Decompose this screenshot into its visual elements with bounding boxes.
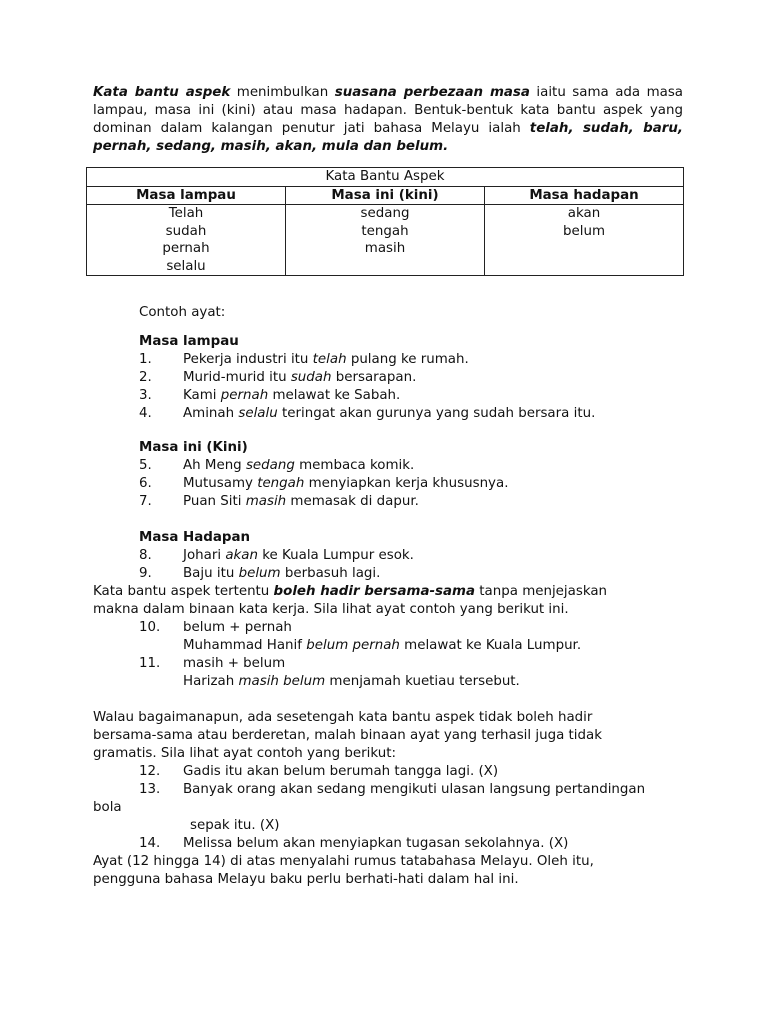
list-item: 9. Baju itu belum berbasuh lagi. xyxy=(139,566,381,581)
table-word: Telah xyxy=(168,206,204,221)
table-title: Kata Bantu Aspek xyxy=(87,168,684,187)
table-word: pernah xyxy=(162,241,210,256)
list-item: 7. Puan Siti masih memasak di dapur. xyxy=(139,494,419,509)
heading-masa-lampau: Masa lampau xyxy=(139,334,239,349)
table-word: sudah xyxy=(165,223,207,239)
section-masa-hadapan xyxy=(139,529,679,583)
list-item: 5. Ah Meng sedang membaca komik. xyxy=(139,458,415,473)
aspect-table xyxy=(86,167,684,276)
list-item: 12. Gadis itu akan belum berumah tangga lagi. (X) xyxy=(139,764,499,779)
header-masa-kini: Masa ini (kini) xyxy=(286,186,485,205)
header-masa-hadapan: Masa hadapan xyxy=(485,186,684,205)
combo-examples xyxy=(93,619,653,691)
table-word: selalu xyxy=(166,258,206,274)
header-masa-lampau: Masa lampau xyxy=(87,186,286,205)
list-item: 4. Aminah selalu teringat akan gurunya yang sudah bersara itu. xyxy=(139,406,596,421)
cell-kini xyxy=(286,205,485,276)
table-word: akan xyxy=(567,206,601,221)
intro-aspect-list: telah, sudah, baru, pernah, sedang, masih, akan, mula dan belum xyxy=(93,121,683,154)
list-item: 1. Pekerja industri itu telah pulang ke rumah. xyxy=(139,352,469,367)
table-word: belum xyxy=(563,223,605,239)
contoh-label: Contoh ayat: xyxy=(139,305,226,320)
list-item: 3. Kami pernah melawat ke Sabah. xyxy=(139,388,401,403)
list-item: 6. Mutusamy tengah menyiapkan kerja khususnya. xyxy=(139,476,509,491)
example-sentence: Muhammad Hanif belum pernah melawat ke Kuala Lumpur. xyxy=(183,638,582,653)
intro-paragraph xyxy=(93,84,683,156)
intro-emphasis: suasana perbezaan masa xyxy=(334,85,530,100)
list-item: 2. Murid-murid itu sudah bersarapan. xyxy=(139,370,417,385)
list-item: 11. masih + belum xyxy=(139,656,286,671)
heading-masa-hadapan: Masa Hadapan xyxy=(139,530,251,545)
list-item: 14. Melissa belum akan menyiapkan tugasan sekolahnya. (X) xyxy=(139,836,569,851)
list-item: 13. Banyak orang akan sedang mengikuti ulasan langsung pertandingan xyxy=(139,782,646,797)
paragraph-conclusion: Ayat (12 hingga 14) di atas menyalahi rumus tatabahasa Melayu. Oleh itu, pengguna bahasa Melayu baku perlu berhati-hati dalam hal ini. xyxy=(93,854,594,887)
section-masa-kini xyxy=(139,439,679,511)
list-item: 8. Johari akan ke Kuala Lumpur esok. xyxy=(139,548,414,563)
table-word: tengah xyxy=(361,223,409,239)
list-item: 10. belum + pernah xyxy=(139,620,292,635)
cell-lampau xyxy=(87,205,286,276)
example-sentence: Harizah masih belum menjamah kuetiau tersebut. xyxy=(183,674,520,689)
wrap-text: bola xyxy=(93,800,122,815)
intro-end: . xyxy=(443,139,449,154)
paragraph-bersama-sama: Kata bantu aspek tertentu boleh hadir bersama-sama tanpa menjejaskan makna dalam binaan kata kerja. Sila lihat ayat contoh yang berikut ini. xyxy=(93,584,608,617)
wrong-examples xyxy=(93,763,693,853)
intro-text-2: iaitu sama ada masa lampau, masa ini (kini) atau masa hadapan. Bentuk-bentuk kata bantu aspek yang dominan dalam kalangan penutur jati bahasa Melayu ialah xyxy=(93,85,684,136)
document-page xyxy=(93,84,684,887)
heading-masa-kini: Masa ini (Kini) xyxy=(139,440,248,455)
table-word: masih xyxy=(364,241,406,256)
cell-hadapan xyxy=(485,205,684,276)
para2-emphasis: boleh hadir bersama-sama xyxy=(273,584,476,599)
section-masa-lampau xyxy=(139,333,679,423)
intro-term: Kata bantu aspek xyxy=(93,85,231,100)
intro-text-1: menimbulkan xyxy=(230,85,335,100)
wrap-text: sepak itu. (X) xyxy=(190,818,280,833)
table-word: sedang xyxy=(360,206,410,221)
paragraph-walau: Walau bagaimanapun, ada sesetengah kata bantu aspek tidak boleh hadir bersama-sama atau berderetan, malah binaan ayat yang terhasil juga tidak gramatis. Sila lihat ayat contoh yang berikut: xyxy=(93,710,602,761)
